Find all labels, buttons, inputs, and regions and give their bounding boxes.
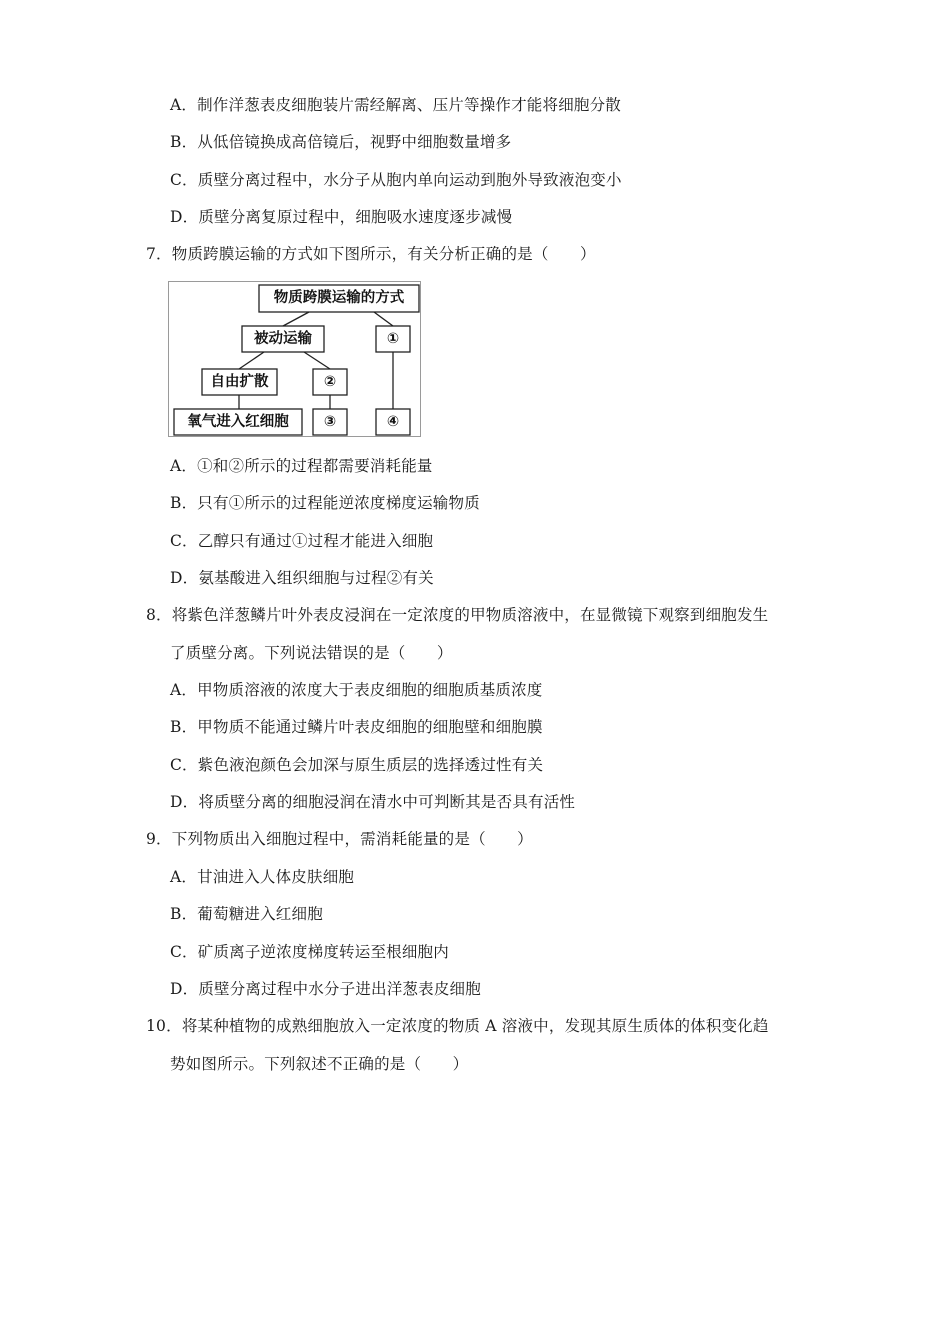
q6-option-c: C．质壁分离过程中，水分子从胞内单向运动到胞外导致液泡变小: [170, 171, 622, 189]
diagram-node2-label: ②: [323, 374, 337, 390]
diagram-example-label: 氧气进入红细胞: [187, 414, 289, 430]
q7-stem: 7．物质跨膜运输的方式如下图所示，有关分析正确的是（ ）: [146, 245, 596, 263]
q10-stem-line1: 10．将某种植物的成熟细胞放入一定浓度的物质 A 溶液中，发现其原生质体的体积变化趋: [146, 1017, 769, 1035]
q8-stem-line1: 8．将紫色洋葱鳞片叶外表皮浸润在一定浓度的甲物质溶液中，在显微镜下观察到细胞发生: [146, 606, 769, 624]
diagram-root-label: 物质跨膜运输的方式: [273, 290, 405, 306]
q7-option-d: D．氨基酸进入组织细胞与过程②有关: [170, 569, 434, 587]
q9-option-c: C．矿质离子逆浓度梯度转运至根细胞内: [170, 943, 449, 961]
q9-option-a: A．甘油进入人体皮肤细胞: [170, 868, 355, 886]
q8-option-c: C．紫色液泡颜色会加深与原生质层的选择透过性有关: [170, 756, 544, 774]
diagram-node4-label: ④: [386, 414, 400, 430]
diagram-node1-label: ①: [386, 331, 400, 347]
diagram-passive-label: 被动运输: [254, 331, 312, 347]
q6-option-d: D．质壁分离复原过程中，细胞吸水速度逐步减慢: [170, 208, 513, 226]
q7-option-a: A．①和②所示的过程都需要消耗能量: [170, 457, 433, 475]
q6-option-a: A．制作洋葱表皮细胞装片需经解离、压片等操作才能将细胞分散: [170, 96, 621, 114]
transport-diagram: [168, 281, 421, 437]
q6-option-b: B．从低倍镜换成高倍镜后，视野中细胞数量增多: [170, 133, 512, 151]
q10-stem-line2: 势如图所示。下列叙述不正确的是（ ）: [170, 1055, 469, 1073]
q9-stem: 9．下列物质出入细胞过程中，需消耗能量的是（ ）: [146, 830, 533, 848]
q9-option-d: D．质壁分离过程中水分子进出洋葱表皮细胞: [170, 980, 481, 998]
q9-option-b: B．葡萄糖进入红细胞: [170, 905, 323, 923]
q8-option-d: D．将质壁分离的细胞浸润在清水中可判断其是否具有活性: [170, 793, 576, 811]
q8-option-a: A．甲物质溶液的浓度大于表皮细胞的细胞质基质浓度: [170, 681, 543, 699]
q8-stem-line2: 了质壁分离。下列说法错误的是（ ）: [170, 644, 453, 662]
q8-option-b: B．甲物质不能通过鳞片叶表皮细胞的细胞壁和细胞膜: [170, 718, 543, 736]
diagram-node3-label: ③: [323, 414, 337, 430]
diagram-simple-label: 自由扩散: [210, 374, 269, 390]
q7-option-c: C．乙醇只有通过①过程才能进入细胞: [170, 532, 434, 550]
q7-option-b: B．只有①所示的过程能逆浓度梯度运输物质: [170, 494, 480, 512]
